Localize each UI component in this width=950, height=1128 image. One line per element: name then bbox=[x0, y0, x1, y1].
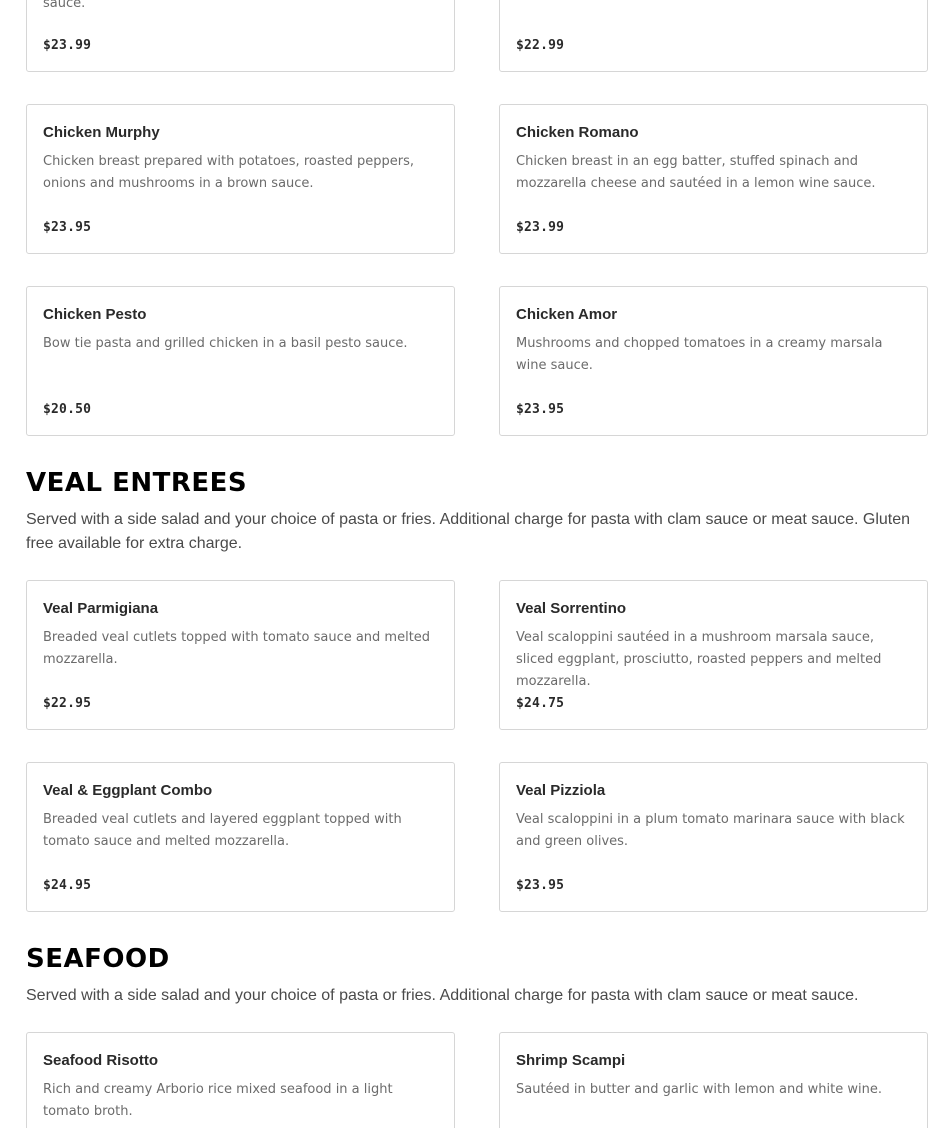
item-price: $20.50 bbox=[43, 402, 92, 417]
item-price: $23.95 bbox=[43, 220, 92, 235]
item-price: $24.75 bbox=[516, 696, 565, 711]
item-name: Shrimp Scampi bbox=[516, 1052, 626, 1069]
menu-item-card[interactable] bbox=[499, 1032, 928, 1128]
item-price: $22.99 bbox=[516, 38, 565, 53]
item-name: Veal Sorrentino bbox=[516, 600, 627, 617]
item-description: Chicken breast prepared with potatoes, roasted peppers, onions and mushrooms in a brown sauce. bbox=[43, 154, 415, 191]
item-name: Chicken Amor bbox=[516, 306, 618, 323]
menu-item-card[interactable] bbox=[26, 286, 455, 436]
item-name: Chicken Murphy bbox=[43, 124, 160, 141]
section-title: VEAL ENTREES bbox=[26, 468, 248, 498]
item-name: Seafood Risotto bbox=[43, 1052, 158, 1069]
item-description: Rich and creamy Arborio rice mixed seafood in a light tomato broth. bbox=[43, 1082, 393, 1119]
item-price: $23.95 bbox=[516, 402, 565, 417]
menu-item-card[interactable] bbox=[26, 0, 455, 72]
item-name: Veal Parmigiana bbox=[43, 600, 159, 617]
menu-item-card[interactable] bbox=[26, 762, 455, 912]
menu-item-card[interactable] bbox=[499, 0, 928, 72]
item-description: Breaded veal cutlets topped with tomato sauce and melted mozzarella. bbox=[43, 630, 431, 667]
item-description: Breaded veal cutlets and layered eggplant topped with tomato sauce and melted mozzarella. bbox=[43, 812, 402, 849]
item-price: $23.99 bbox=[516, 220, 565, 235]
item-description: Bow tie pasta and grilled chicken in a basil pesto sauce. bbox=[43, 336, 408, 351]
menu-item-card[interactable] bbox=[26, 580, 455, 730]
section-description: Served with a side salad and your choice of pasta or fries. Additional charge for pasta with clam sauce or meat sauce. bbox=[26, 987, 859, 1004]
item-description: Mushrooms and chopped tomatoes in a creamy marsala wine sauce. bbox=[516, 336, 883, 373]
item-name: Chicken Pesto bbox=[43, 306, 147, 323]
section-title: SEAFOOD bbox=[26, 944, 170, 974]
item-description: Chicken breast in an egg batter, stuffed spinach and mozzarella cheese and sautéed in a lemon wine sauce. bbox=[516, 154, 876, 191]
item-description: Sautéed in butter and garlic with lemon and white wine. bbox=[516, 1082, 882, 1097]
item-price: $24.95 bbox=[43, 878, 92, 893]
item-name: Veal & Eggplant Combo bbox=[43, 782, 213, 799]
item-description: sauce. bbox=[43, 0, 86, 11]
menu-item-card[interactable] bbox=[499, 762, 928, 912]
item-price: $23.95 bbox=[516, 878, 565, 893]
menu-item-card[interactable] bbox=[26, 1032, 455, 1128]
menu-item-card[interactable] bbox=[26, 104, 455, 254]
item-name: Chicken Romano bbox=[516, 124, 639, 141]
item-name: Veal Pizziola bbox=[516, 782, 606, 799]
menu-item-card[interactable] bbox=[499, 286, 928, 436]
menu-item-card[interactable] bbox=[499, 104, 928, 254]
menu-item-card[interactable] bbox=[499, 580, 928, 730]
item-price: $23.99 bbox=[43, 38, 92, 53]
section-description: Served with a side salad and your choice of pasta or fries. Additional charge for pasta with clam sauce or meat sauce. Gluten free available for extra charge. bbox=[26, 511, 911, 552]
item-price: $22.95 bbox=[43, 696, 92, 711]
item-description: Veal scaloppini in a plum tomato marinara sauce with black and green olives. bbox=[516, 812, 905, 849]
item-description: Veal scaloppini sautéed in a mushroom marsala sauce, sliced eggplant, prosciutto, roasted peppers and melted mozzarella. bbox=[516, 630, 882, 689]
